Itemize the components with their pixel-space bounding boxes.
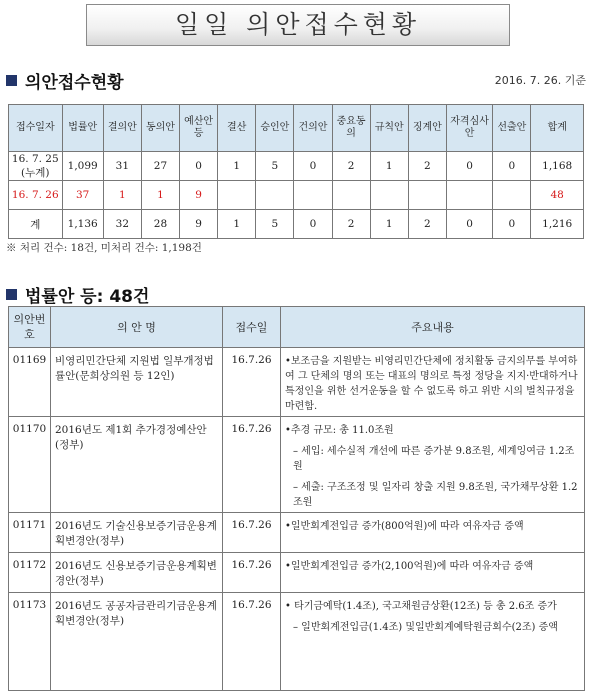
reference-date: 2016. 7. 26. 기준: [494, 74, 586, 87]
summary-value-cell: [493, 181, 531, 210]
summary-header-cell: 규칙안: [370, 105, 408, 152]
section-heading-bills: [6, 282, 149, 307]
bill-row: [9, 593, 585, 691]
bill-name: 2016년도 공공자금관리기금운용계획변경안(정부): [51, 593, 223, 691]
summary-value-cell: [294, 181, 332, 210]
bill-content-subitem: – 세입: 세수실적 개선에 따른 증가분 9.8조원, 세계잉여금 1.2조원: [293, 446, 575, 472]
bills-header-cell: 접수일: [223, 307, 281, 348]
bill-row: [9, 513, 585, 553]
summary-value-cell: 0: [493, 210, 531, 239]
bill-content-bullet: •추경 규모: 총 11.0조원: [285, 425, 394, 436]
bill-content: [281, 513, 585, 553]
bill-content: [281, 417, 585, 513]
summary-value-cell: [370, 181, 408, 210]
bill-name: 비영리민간단체 지원법 일부개정법률안(문희상의원 등 12인): [51, 348, 223, 417]
summary-value-cell: [446, 181, 492, 210]
bill-name: 2016년도 기술신용보증기금운용계획변경안(정부): [51, 513, 223, 553]
processing-note: ※ 처리 건수: 18건, 미처리 건수: 1,198건: [6, 242, 202, 254]
summary-value-cell: 1: [218, 210, 256, 239]
summary-value-cell: 0: [446, 152, 492, 181]
summary-value-cell: 0: [446, 210, 492, 239]
summary-row: [9, 152, 584, 181]
summary-value-cell: 1: [218, 152, 256, 181]
summary-value-cell: 1: [103, 181, 141, 210]
bills-header-cell: 주요내용: [281, 307, 585, 348]
summary-value-cell: 9: [180, 181, 218, 210]
summary-value-cell: 37: [62, 181, 103, 210]
summary-date-cell: 16. 7. 26: [9, 181, 63, 210]
summary-header-cell: 자격심사안: [446, 105, 492, 152]
summary-header-cell: 건의안: [294, 105, 332, 152]
bill-content-bullet: •일반회계전입금 증가(800억원)에 따라 여유자금 증액: [285, 521, 524, 532]
summary-value-cell: 32: [103, 210, 141, 239]
summary-header-cell: 결산: [218, 105, 256, 152]
bill-number: 01171: [9, 513, 51, 553]
section-heading-status: [6, 68, 124, 93]
summary-value-cell: 5: [256, 152, 294, 181]
summary-value-cell: 31: [103, 152, 141, 181]
bill-date: 16.7.26: [223, 513, 281, 553]
summary-header-cell: 결의안: [103, 105, 141, 152]
summary-value-cell: 1,168: [531, 152, 584, 181]
bill-content: [281, 553, 585, 593]
section-heading-label: 법률안 등: 48건: [25, 287, 150, 307]
square-bullet-icon: [6, 289, 17, 300]
summary-table: [8, 104, 584, 239]
summary-header-cell: 접수일자: [9, 105, 63, 152]
summary-value-cell: 2: [408, 210, 446, 239]
bill-content-bullet: •보조금을 지원받는 비영리민간단체에 정치활동 금지의무를 부여하여 그 단체의 명의 또는 대표의 명의로 특정 정당을 지지·반대하거나 특정인을 위한 선거운동을 할 수 없도록 하고 위반 시의 벌칙규정을 마련함.: [285, 356, 578, 412]
summary-value-cell: 0: [294, 152, 332, 181]
summary-value-cell: 0: [180, 152, 218, 181]
summary-value-cell: [408, 181, 446, 210]
square-bullet-icon: [6, 75, 17, 86]
bills-header-cell: 의안번호: [9, 307, 51, 348]
summary-row: [9, 210, 584, 239]
bill-content-bullet: •일반회계전입금 증가(2,100억원)에 따라 여유자금 증액: [285, 561, 534, 572]
bill-number: 01170: [9, 417, 51, 513]
bill-name: 2016년도 제1회 추가경정예산안(정부): [51, 417, 223, 513]
bills-table: [8, 306, 585, 691]
summary-value-cell: 27: [141, 152, 179, 181]
bills-header-cell: 의 안 명: [51, 307, 223, 348]
bill-number: 01173: [9, 593, 51, 691]
section-heading-label: 의안접수현황: [25, 73, 124, 93]
bill-date: 16.7.26: [223, 348, 281, 417]
summary-date-cell: 계: [9, 210, 63, 239]
summary-value-cell: 1,216: [531, 210, 584, 239]
summary-value-cell: 1,099: [62, 152, 103, 181]
bill-content-bullet: • 타기금예탁(1.4조), 국고채원금상환(12조) 등 총 2.6조 증가: [285, 601, 557, 612]
summary-value-cell: 1: [370, 152, 408, 181]
summary-value-cell: 1,136: [62, 210, 103, 239]
summary-value-cell: 0: [493, 152, 531, 181]
page-title: 일일 의안접수현황: [86, 4, 510, 46]
summary-value-cell: 28: [141, 210, 179, 239]
summary-header-cell: 중요동의: [332, 105, 370, 152]
summary-header-cell: 동의안: [141, 105, 179, 152]
summary-header-cell: 선출안: [493, 105, 531, 152]
summary-value-cell: [218, 181, 256, 210]
summary-value-cell: 48: [531, 181, 584, 210]
bill-row: [9, 553, 585, 593]
summary-header-cell: 징계안: [408, 105, 446, 152]
summary-value-cell: [332, 181, 370, 210]
bill-date: 16.7.26: [223, 553, 281, 593]
summary-value-cell: 1: [141, 181, 179, 210]
summary-value-cell: 0: [294, 210, 332, 239]
bill-content-subitem: – 일반회계전입금(1.4조) 및일반회계예탁원금회수(2조) 증액: [293, 622, 558, 633]
bill-row: [9, 417, 585, 513]
bill-number: 01172: [9, 553, 51, 593]
summary-header-cell: 합계: [531, 105, 584, 152]
summary-value-cell: [256, 181, 294, 210]
summary-value-cell: 9: [180, 210, 218, 239]
summary-header-cell: 법률안: [62, 105, 103, 152]
bill-content: [281, 593, 585, 691]
summary-value-cell: 2: [332, 152, 370, 181]
summary-value-cell: 1: [370, 210, 408, 239]
bill-content-subitem: – 세출: 구조조정 및 일자리 창출 지원 9.8조원, 국가채무상환 1.2조원: [293, 482, 578, 508]
summary-row: [9, 181, 584, 210]
summary-value-cell: 2: [408, 152, 446, 181]
bill-date: 16.7.26: [223, 417, 281, 513]
bill-content: [281, 348, 585, 417]
summary-header-cell: 승인안: [256, 105, 294, 152]
summary-date-cell: 16. 7. 25 (누계): [9, 152, 63, 181]
bill-date: 16.7.26: [223, 593, 281, 691]
bill-number: 01169: [9, 348, 51, 417]
bill-name: 2016년도 신용보증기금운용계획변경안(정부): [51, 553, 223, 593]
summary-header-cell: 예산안등: [180, 105, 218, 152]
summary-value-cell: 5: [256, 210, 294, 239]
bill-row: [9, 348, 585, 417]
summary-value-cell: 2: [332, 210, 370, 239]
